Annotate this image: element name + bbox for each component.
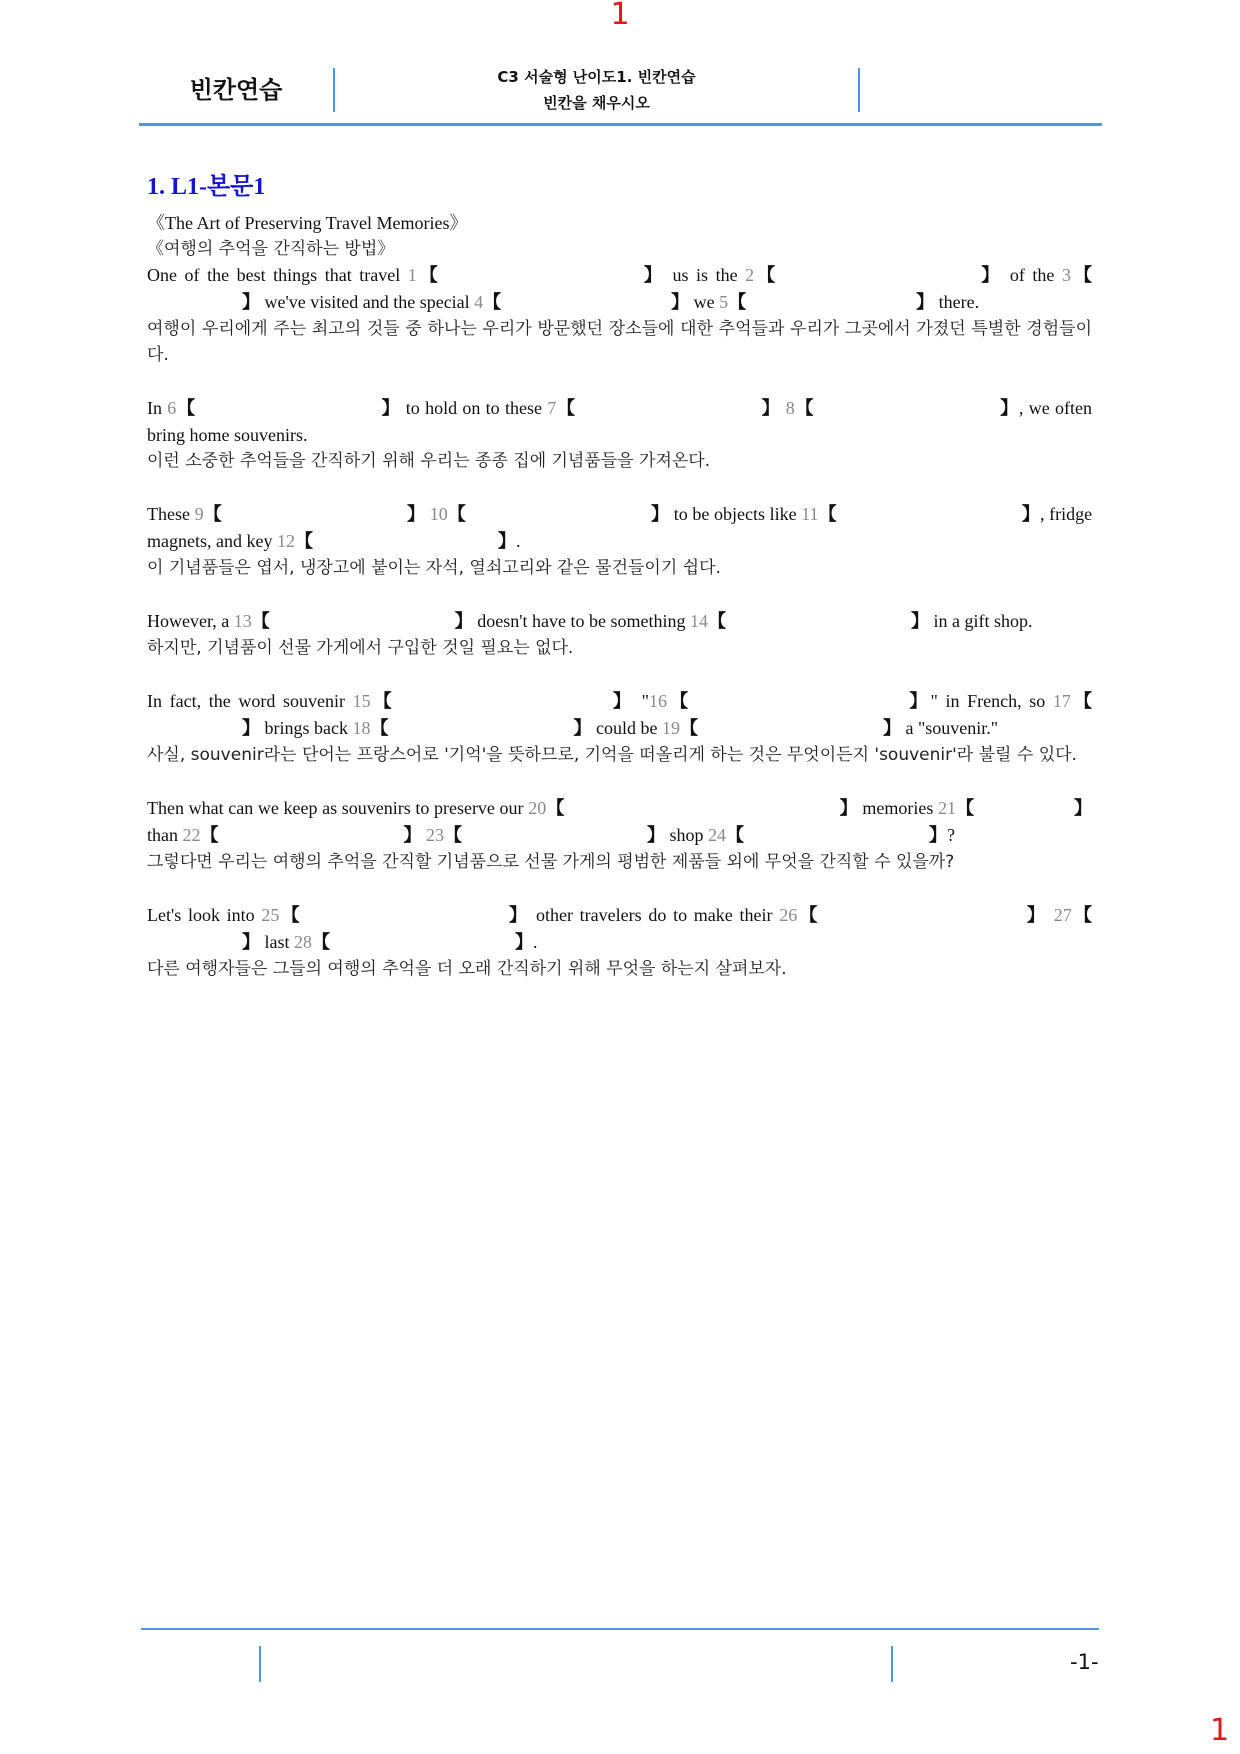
page-header: [139, 60, 1102, 126]
blank-number: 14: [689, 611, 708, 631]
passage-title-en: 《The Art of Preserving Travel Memories》: [147, 213, 468, 233]
bracket-close: 】: [1073, 798, 1093, 819]
header-subtitle-line2: 빈칸을 채우시오: [543, 94, 650, 112]
fill-in-blank[interactable]: [183, 825, 422, 845]
sentence-text: doesn't have to be something: [472, 611, 690, 631]
fill-in-blank[interactable]: [261, 905, 529, 925]
sentence-text: than: [147, 825, 183, 845]
english-sentence: [147, 262, 1092, 316]
sentence-text: shop: [665, 825, 709, 845]
blank-number: 13: [233, 611, 252, 631]
bracket-close: 】: [978, 265, 1003, 286]
sentence-text: we: [689, 292, 720, 312]
bracket-open: 【: [370, 691, 395, 712]
fill-in-blank[interactable]: [353, 691, 635, 711]
passage-paragraph: [147, 608, 1092, 661]
fill-in-blank[interactable]: [547, 398, 780, 418]
bracket-close: 】: [650, 504, 670, 525]
sentence-text: ?: [947, 825, 956, 845]
passage-paragraph: [147, 501, 1092, 581]
blank-number: 15: [352, 691, 371, 711]
sentence-text: of the: [1002, 265, 1062, 285]
bracket-close: 】: [906, 691, 931, 712]
blank-number: 3: [1061, 265, 1071, 285]
english-sentence: [147, 902, 1092, 956]
korean-translation: 사실, souvenir라는 단어는 프랑스어로 '기억'을 뜻하므로, 기억을 떠올리게 하는 것은 무엇이든지 'souvenir'라 불릴 수 있다.: [147, 745, 1077, 765]
blank-number: 24: [708, 825, 727, 845]
sentence-text: In: [147, 398, 168, 418]
bracket-open: 【: [200, 825, 219, 846]
bracket-close: 】: [506, 905, 530, 926]
fill-in-blank[interactable]: [277, 531, 516, 551]
page-marker-bottom: 1: [1210, 1716, 1230, 1746]
bracket-open: 【: [1071, 905, 1093, 926]
header-subtitle: [335, 64, 858, 116]
fill-in-blank[interactable]: [426, 825, 665, 845]
sentence-text: , we often bring home souvenirs.: [147, 398, 1092, 445]
english-sentence: [147, 501, 1092, 555]
sentence-text: we've visited and the special: [260, 292, 475, 312]
blank-number: 25: [261, 905, 280, 925]
passage-paragraphs: [147, 262, 1092, 982]
footer-divider: [259, 1646, 261, 1682]
korean-translation: 이 기념품들은 엽서, 냉장고에 붙이는 자석, 열쇠고리와 같은 물건들이기 쉽다.: [147, 558, 721, 578]
blank-number: 2: [745, 265, 755, 285]
sentence-text: other travelers do to make their: [529, 905, 780, 925]
bracket-open: 【: [1070, 265, 1092, 286]
fill-in-blank[interactable]: [195, 504, 425, 524]
bracket-close: 】: [760, 398, 781, 419]
bracket-open: 【: [794, 398, 815, 419]
sentence-text: .: [533, 932, 538, 952]
sentence-text: could be: [591, 718, 662, 738]
fill-in-blank[interactable]: [528, 798, 858, 818]
fill-in-blank[interactable]: [408, 265, 665, 285]
blank-number: 11: [801, 504, 819, 524]
bracket-close: 】: [380, 398, 401, 419]
blank-number: 28: [294, 932, 312, 952]
header-title: 빈칸연습: [189, 76, 283, 104]
bracket-open: 【: [667, 691, 692, 712]
blank-number: 17: [1052, 691, 1071, 711]
sentence-text: to be objects like: [669, 504, 802, 524]
fill-in-blank[interactable]: [662, 718, 901, 738]
sentence-text: Then what can we keep as souvenirs to preserve our: [147, 798, 529, 818]
bracket-open: 【: [679, 718, 698, 739]
sentence-text: there.: [934, 292, 980, 312]
blank-number: 23: [426, 825, 444, 845]
passage-paragraph: [147, 262, 1092, 368]
english-sentence: [147, 395, 1092, 448]
header-subtitle-line1: C3 서술형 난이도1. 빈칸연습: [497, 68, 696, 86]
bracket-close: 】: [647, 825, 665, 846]
page-number: -1-: [1070, 1650, 1099, 1674]
fill-in-blank[interactable]: [294, 932, 533, 952]
korean-translation: 다른 여행자들은 그들의 여행의 추억을 더 오래 간직하기 위해 무엇을 하는지 살펴보자.: [147, 959, 787, 979]
fill-in-blank[interactable]: [430, 504, 669, 524]
bracket-open: 【: [294, 531, 313, 552]
bracket-close: 】: [403, 825, 422, 846]
blank-number: 20: [528, 798, 547, 818]
bracket-open: 【: [444, 825, 462, 846]
passage-paragraph: [147, 688, 1092, 768]
bracket-close: 】: [910, 611, 929, 632]
fill-in-blank[interactable]: [474, 292, 689, 312]
bracket-close: 】: [406, 504, 426, 525]
blank-number: 22: [182, 825, 201, 845]
sentence-text: In fact, the word souvenir: [147, 691, 353, 711]
blank-number: 5: [719, 292, 729, 312]
fill-in-blank[interactable]: [938, 798, 1092, 818]
sentence-text: memories: [857, 798, 938, 818]
bracket-close: 】: [497, 531, 516, 552]
sentence-text: last: [260, 932, 294, 952]
fill-in-blank[interactable]: [719, 292, 934, 312]
bracket-close: 】: [882, 718, 901, 739]
blank-number: 4: [474, 292, 484, 312]
bracket-open: 【: [279, 905, 302, 926]
bracket-close: 】: [609, 691, 635, 712]
fill-in-blank[interactable]: [690, 611, 929, 631]
bracket-close: 】: [573, 718, 592, 739]
blank-number: 27: [1053, 905, 1072, 925]
bracket-open: 【: [370, 718, 389, 739]
sentence-text: brings back: [260, 718, 353, 738]
bracket-open: 【: [483, 292, 502, 313]
english-sentence: [147, 795, 1092, 849]
bracket-close: 】: [839, 798, 858, 819]
korean-translation: 그렇다면 우리는 여행의 추억을 간직할 기념품으로 선물 가게의 평범한 제품들 외에 무엇을 간직할 수 있을까?: [147, 852, 955, 872]
section-title: 1. L1-본문1: [147, 174, 266, 200]
sentence-text: to hold on to these: [400, 398, 548, 418]
bracket-close: 】: [916, 292, 935, 313]
fill-in-blank[interactable]: [779, 905, 1047, 925]
sentence-text: .: [515, 531, 521, 551]
sentence-text: One of the best things that travel: [147, 265, 408, 285]
bracket-open: 【: [797, 905, 820, 926]
korean-translation: 여행이 우리에게 주는 최고의 것들 중 하나는 우리가 방문했던 장소들에 대한 추억들과 우리가 그곳에서 가졌던 특별한 경험들이다.: [147, 319, 1092, 365]
passage-paragraph: [147, 902, 1092, 982]
blank-number: 6: [167, 398, 177, 418]
bracket-close: 】: [1024, 905, 1048, 926]
blank-number: 8: [785, 398, 795, 418]
english-sentence: [147, 688, 1092, 742]
sentence-text: in a gift shop.: [928, 611, 1033, 631]
header-divider: [858, 68, 860, 112]
page-marker-top: 1: [610, 0, 630, 32]
bracket-close: 】: [999, 398, 1019, 419]
korean-translation: 이런 소중한 추억들을 간직하기 위해 우리는 종종 집에 기념품들을 가져온다.: [147, 451, 711, 471]
blank-number: 18: [352, 718, 371, 738]
bracket-open: 【: [707, 611, 726, 632]
english-sentence: [147, 608, 1092, 635]
bracket-open: 【: [447, 504, 466, 525]
bracket-open: 【: [818, 504, 837, 525]
sentence-text: However, a: [147, 611, 234, 631]
fill-in-blank[interactable]: [745, 265, 1002, 285]
bracket-close: 】: [671, 292, 690, 313]
bracket-open: 【: [728, 292, 747, 313]
bracket-close: 】: [515, 932, 533, 953]
sentence-text: " in French, so: [930, 691, 1053, 711]
bracket-open: 【: [312, 932, 330, 953]
bracket-close: 】: [640, 265, 665, 286]
passage-paragraph: [147, 395, 1092, 474]
fill-in-blank[interactable]: [708, 825, 947, 845]
sentence-text: , fridge magnets, and key: [147, 504, 1093, 551]
fill-in-blank[interactable]: [167, 398, 400, 418]
fill-in-blank[interactable]: [801, 504, 1040, 524]
korean-translation: 하지만, 기념품이 선물 가게에서 구입한 것일 필요는 없다.: [147, 638, 574, 658]
sentence-text: These: [147, 504, 195, 524]
blank-number: 9: [194, 504, 204, 524]
bracket-open: 【: [416, 265, 441, 286]
bracket-open: 【: [726, 825, 745, 846]
blank-number: 7: [547, 398, 557, 418]
worksheet-content: [147, 170, 1092, 1009]
bracket-close: 】: [242, 292, 260, 313]
blank-number: 21: [937, 798, 956, 818]
blank-number: 10: [429, 504, 448, 524]
bracket-open: 【: [203, 504, 222, 525]
bracket-close: 】: [929, 825, 948, 846]
bracket-close: 】: [242, 932, 260, 953]
bracket-close: 】: [1021, 504, 1040, 525]
bracket-open: 【: [955, 798, 975, 819]
bracket-open: 【: [1070, 691, 1093, 712]
blank-number: 16: [649, 691, 668, 711]
fill-in-blank[interactable]: [352, 718, 591, 738]
bracket-close: 】: [454, 611, 473, 632]
sentence-text: us is the: [664, 265, 746, 285]
footer-divider: [891, 1646, 893, 1682]
fill-in-blank[interactable]: [786, 398, 1019, 418]
fill-in-blank[interactable]: [234, 611, 473, 631]
bracket-open: 【: [176, 398, 196, 419]
bracket-open: 【: [556, 398, 576, 419]
blank-number: 12: [276, 531, 295, 551]
fill-in-blank[interactable]: [649, 691, 931, 711]
bracket-close: 】: [242, 718, 260, 739]
sentence-text: [1047, 905, 1054, 925]
blank-number: 26: [779, 905, 798, 925]
passage-paragraph: [147, 795, 1092, 875]
bracket-open: 【: [546, 798, 565, 819]
blank-number: 19: [661, 718, 680, 738]
blank-number: 1: [407, 265, 417, 285]
sentence-text: Let's look into: [147, 905, 262, 925]
passage-title-ko: 《여행의 추억을 간직하는 방법》: [147, 239, 395, 259]
sentence-text: a "souvenir.": [900, 718, 999, 738]
page-footer: [141, 1628, 1099, 1686]
bracket-open: 【: [251, 611, 270, 632]
bracket-open: 【: [754, 265, 779, 286]
sentence-text: ": [634, 691, 650, 711]
